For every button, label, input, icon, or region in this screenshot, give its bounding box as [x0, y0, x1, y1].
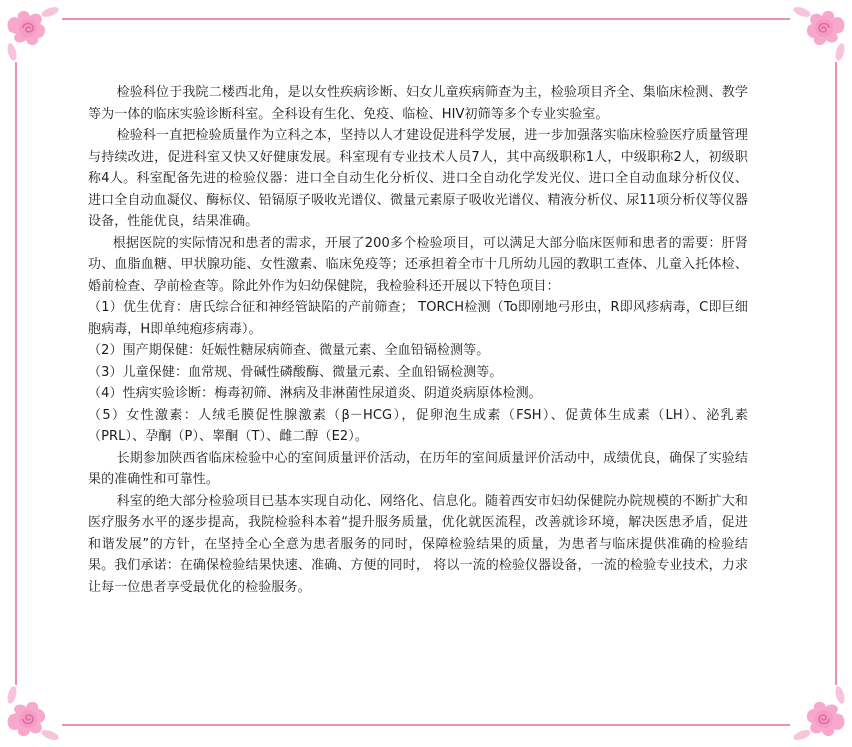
document-body [88, 82, 748, 598]
top-border-line [62, 18, 790, 20]
paragraph-quality: 检验科一直把检验质量作为立科之本，坚持以人才建设促进科学发展，进一步加强落实临床检验医疗质量管理与持续改进，促进科室又快又好健康发展。科室现有专业技术人员7人，其中高级职称1人，中级职称2人，初级职称4人。科室配备先进的检验仪器：进口全自动生化分析仪、进口全自动化学发光仪、进口全自动血球分析仪仪、进口全自动血凝仪、酶标仪、铅镉原子吸收光谱仪、微量元素原子吸收光谱仪、精液分析仪、尿11项分析仪等仪器设备，性能优良，结果准确。 [88, 128, 748, 229]
list-item: （2）围产期保健：妊娠性糖尿病筛查、微量元素、全血铅镉检测等。 [88, 343, 490, 358]
list-item: （4）性病实验诊断：梅毒初筛、淋病及非淋菌性尿道炎、阴道炎病原体检测。 [88, 386, 542, 401]
rose-corner-top-left-icon [2, 2, 76, 76]
right-border-line [835, 62, 837, 685]
rose-corner-top-right-icon [776, 2, 850, 76]
list-item: （5）女性激素：人绒毛膜促性腺激素（β－HCG），促卵泡生成素（FSH）、促黄体生成素（LH）、泌乳素（PRL）、孕酮（P）、睾酮（T）、雌二醇（E2）。 [88, 407, 748, 444]
rose-corner-bottom-left-icon [2, 671, 76, 745]
paragraph-eqa: 长期参加陕西省临床检验中心的室间质量评价活动，在历年的室间质量评价活动中，成绩优良，确保了实验结果的准确性和可靠性。 [88, 450, 748, 487]
rose-corner-bottom-right-icon [776, 671, 850, 745]
paragraph-services: 根据医院的实际情况和患者的需求，开展了200多个检验项目，可以满足大部分临床医师和患者的需要：肝肾功、血脂血糖、甲状腺功能、女性激素、临床免疫等；还承担着全市十几所幼儿园的教职工查体、儿童入托体检、婚前检查、孕前检查等。除此外作为妇幼保健院，我检验科还开展以下特色项目： [88, 235, 748, 294]
bottom-border-line [62, 724, 790, 726]
paragraph-intro: 检验科位于我院二楼西北角，是以女性疾病诊断、妇女儿童疾病筛查为主，检验项目齐全、集临床检测、教学等为一体的临床实验诊断科室。全科设有生化、免疫、临检、HIV初筛等多个专业实验室。 [88, 85, 748, 122]
left-border-line [15, 62, 17, 685]
paragraph-commitment: 科室的绝大部分检验项目已基本实现自动化、网络化、信息化。随着西安市妇幼保健院办院规模的不断扩大和医疗服务水平的逐步提高，我院检验科本着“提升服务质量，优化就医流程，改善就诊环境，解决医患矛盾，促进和谐发展”的方针，在坚持全心全意为患者服务的同时，保障检验结果的质量，为患者与临床提供准确的检验结果。我们承诺：在确保检验结果快速、准确、方便的同时， 将以一流的检验仪器设备，一流的检验专业技术，力求让每一位患者享受最优化的检验服务。 [88, 493, 748, 595]
list-item: （1）优生优育：唐氏综合征和神经管缺陷的产前筛查； TORCH检测（To即刚地弓形虫，R即风疹病毒，C即巨细胞病毒，H即单纯疱疹病毒）。 [88, 300, 748, 337]
list-item: （3）儿童保健：血常规、骨碱性磷酸酶、微量元素、全血铅镉检测等。 [88, 364, 503, 380]
